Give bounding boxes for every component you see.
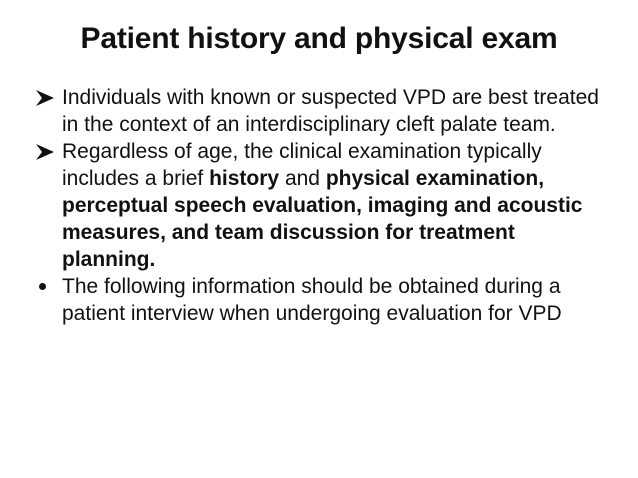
bullet-item [34,84,606,138]
bullet-item [34,273,606,327]
arrowhead-bullet-icon [34,84,58,111]
bullet-bold-text: physical examination, perceptual speech evaluation, imaging and acoustic measures, and team discussion for treatment planning. [62,167,583,271]
round-bullet-icon [34,273,58,300]
bullet-text: and [279,167,326,190]
bullet-item [34,138,606,273]
arrowhead-bullet-icon [34,138,58,165]
slide-title: Patient history and physical exam [80,22,558,55]
bullet-text: Regardless of age, the clinical examination typically includes a brief [62,140,542,190]
bullet-text: The following information should be obtained during a patient interview when undergoing evaluation for VPD [62,275,562,325]
bullet-text: Individuals with known or suspected VPD are best treated in the context of an interdisciplinary cleft palate team. [62,86,599,136]
bullet-bold-text: history [209,167,280,190]
bullet-list [34,84,606,327]
